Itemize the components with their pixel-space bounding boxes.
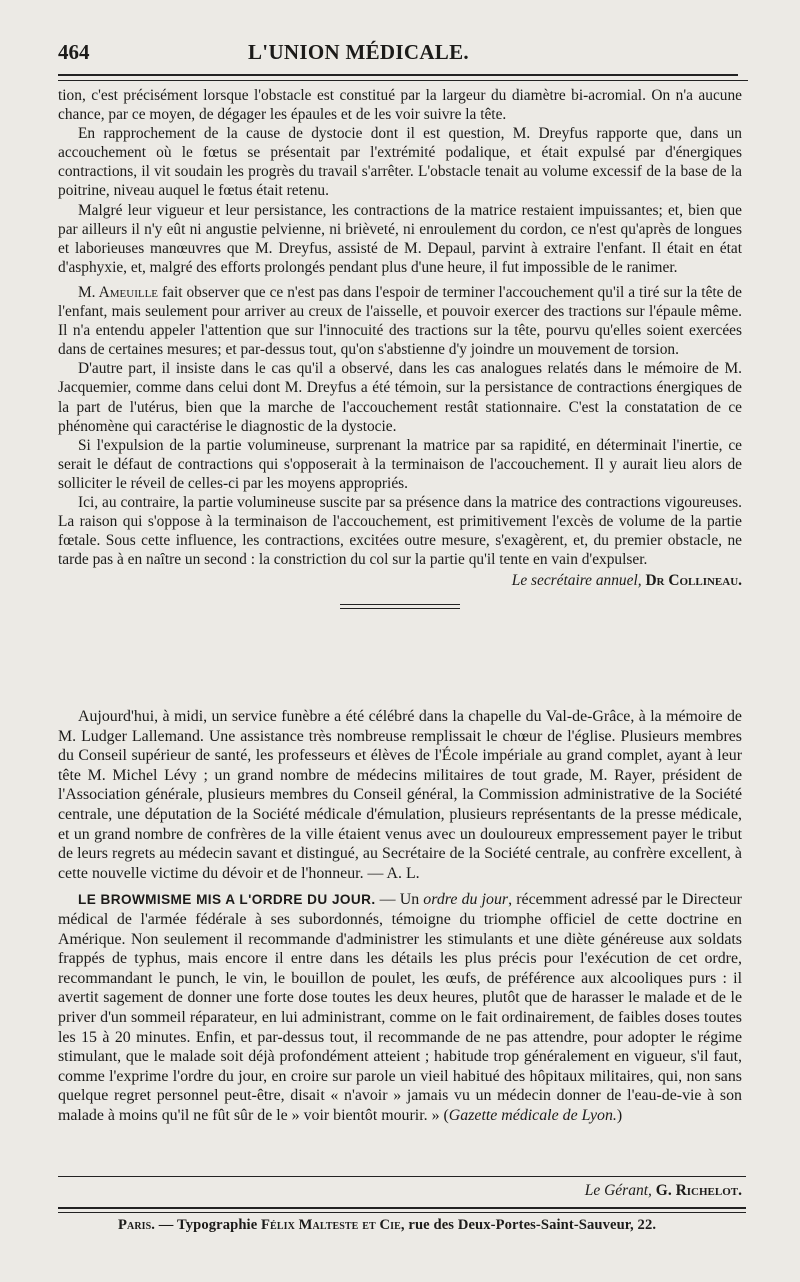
article-society-report xyxy=(58,86,742,621)
footer-rule-thin xyxy=(58,1212,746,1213)
header-rule-thin xyxy=(58,80,748,81)
paragraph-text: fait observer que ce n'est pas dans l'espoir de terminer l'accouchement qu'il a tiré sur la tête de l'enfant, mais seulement pour arriver au creux de l'aisselle, et pouvoir exercer des tractions sur l'épaule même. Il n'a entendu appeler l'attention que sur l'innocuité des tractions sur la tête, pourvu qu'elles soient exercées dans de certaines mesures; et par-dessus tout, qu'on s'abstienne d'y joindre un mouvement de torsion. xyxy=(58,283,742,359)
publisher-signature xyxy=(585,1182,742,1200)
article-obituary-and-brownism xyxy=(58,707,742,1125)
paragraph: Ici, au contraire, la partie volumineuse suscite par sa présence dans la matrice des contractions vigoureuses. La raison qui s'oppose à la terminaison de l'accouchement, est primitivement l'excès de volume de la partie fœtale. Sous cette influence, les contractions, excitées outre mesure, s'exagèrent, et, du premier obstacle, ne tarde pas à en naître un second : la constriction du col sur la partie qu'il tente en vain d'expulser. xyxy=(58,493,742,569)
paragraph-brownism xyxy=(58,890,742,1125)
section-separator xyxy=(340,604,460,609)
printer-imprint xyxy=(118,1217,656,1234)
header-rule xyxy=(58,74,738,76)
signature-label: Le secrétaire annuel, xyxy=(511,572,642,590)
gerant-label: Le Gérant, xyxy=(584,1182,652,1199)
signature xyxy=(58,571,742,590)
gerant-name: G. Richelot. xyxy=(655,1182,742,1199)
running-title: L'UNION MÉDICALE. xyxy=(248,40,469,64)
paragraph: D'autre part, il insiste dans le cas qu'il a observé, dans les cas analogues relatés dans le mémoire de M. Jacquemier, comme dans celui dont M. Dreyfus a été témoin, sur la persistance de contractions énergiques de la part de l'utérus, bien que la marche de l'accouchement restât stationnaire. C'est la constatation de ce phénomène qui caractérise le diagnostic de la dystocie. xyxy=(58,360,742,435)
page-header xyxy=(58,40,742,70)
section-title: LE BROWMISME MIS A L'ORDRE DU JOUR. xyxy=(78,892,376,908)
imprint-printer: Félix Malteste et Cie xyxy=(261,1217,401,1233)
imprint-city: Paris. xyxy=(118,1217,156,1233)
imprint-address: , rue des Deux-Portes-Saint-Sauveur, 22. xyxy=(400,1217,657,1233)
imprint-text: — Typographie xyxy=(155,1217,262,1233)
paragraph: Si l'expulsion de la partie volumineuse, surprenant la matrice par sa rapidité, en déterminait l'inertie, ce serait le défaut de contractions qui s'opposerait à la terminaison de l'accouchement. Il y aurait lieu alors de solliciter le réveil de celles-ci par les moyens appropriés. xyxy=(58,436,742,492)
close-paren: ) xyxy=(616,1106,623,1124)
footer-rule xyxy=(58,1176,746,1177)
paragraph: En rapprochement de la cause de dystocie dont il est question, M. Dreyfus rapporte que, dans un accouchement où le fœtus se présentait par l'extrémité podalique, et était expulsé par d'énergiques contractions, il vit soudain les progrès du travail s'arrêter. L'obstacle tenait au volume excessif de la base de la poitrine, niveau auquel le fœtus était retenu. xyxy=(58,125,742,200)
dash: — Un xyxy=(375,891,424,909)
page-number: 464 xyxy=(58,40,90,64)
source-citation: Gazette médicale de Lyon. xyxy=(448,1106,617,1124)
paragraph-obituary: Aujourd'hui, à midi, un service funèbre a été célébré dans la chapelle du Val-de-Grâce, à la mémoire de M. Ludger Lallemand. Une assistance très nombreuse remplissait le chœur de l'église. Plusieurs membres du Conseil supérieur de santé, les professeurs et élèves de l'École impériale au grand complet, ayant à leur tête M. Michel Lévy ; un grand nombre de médecins militaires de tout grade, M. Rayer, président de l'Association générale, plusieurs membres du Conseil général, la Commission administrative de la Société centrale, une députation de la Société médicale d'émulation, plusieurs représentants de la presse médicale, et un grand nombre de confrères de la ville étaient venus avec un douloureux empressement payer le tribut de leurs regrets au médecin savant et distingué, au Secrétaire de la Société centrale, au confrère excellent, à cette nouvelle victime du dévoir et de l'honneur. — A. L. xyxy=(58,708,742,882)
paragraph-text: , récemment adressé par le Directeur médical de l'armée fédérale à ses subordonnés, témoigne du triomphe officiel de cette doctrine en Amérique. Non seulement il recommande d'administrer les stimulants et une diète généreuse aux soldats frappés de typhus, mais encore il entre dans les détails les plus précis pour l'exécution de cet ordre, recommandant le punch, le vin, le bouillon de poulet, les œufs, de préférence aux alcooliques purs : il avertit sagement de donner une forte dose toutes les deux heures, plutôt que de harasser le malade et de le priver d'un sommeil réparateur, en lui administrant, comme on le fait ordinairement, de faibles doses toutes les 15 à 20 minutes. Enfin, et par-dessus tout, il recommande de ne pas attendre, pour adopter le régime stimulant, que le malade soit déjà profondément atteient ; habitude trop généralement en vigueur, s'il faut, comme l'exprime l'ordre du jour, en croire sur parole un vieil habitué des hôpitaux militaires, qui, non sans quelque regret personnel peut-être, disait « n'avoir » jamais vu un médecin donner de l'eau-de-vie à son malade à moins qu'il ne fût sûr de le » voir bientôt mourir. » ( xyxy=(58,891,742,1124)
paragraph: Malgré leur vigueur et leur persistance, les contractions de la matrice restaient impuissantes; et, bien que par ailleurs il n'y eût ni angustie pelvienne, ni brièveté, ni enroulement du cordon, ce n'est qu'après de longues et laborieuses manœuvres que M. Dreyfus, assisté de M. Depaul, parvint à extraire l'enfant. Il était en état d'asphyxie, et, malgré des efforts prolongés pendant plus d'une heure, il fut impossible de le ranimer. xyxy=(58,201,742,276)
italic-term: ordre du jour xyxy=(423,891,509,909)
paragraph xyxy=(58,283,742,359)
signature-name: Dr Collineau. xyxy=(645,572,742,590)
speaker-name: M. Ameuille xyxy=(78,283,159,301)
paragraph: tion, c'est précisément lorsque l'obstacle est constitué par la largeur du diamètre bi-acromial. On n'a aucune chance, par ce moyen, de dégager les épaules et de les voir suivre la tête. xyxy=(58,87,742,124)
footer-rule-thick xyxy=(58,1207,746,1209)
spacer xyxy=(58,883,742,890)
